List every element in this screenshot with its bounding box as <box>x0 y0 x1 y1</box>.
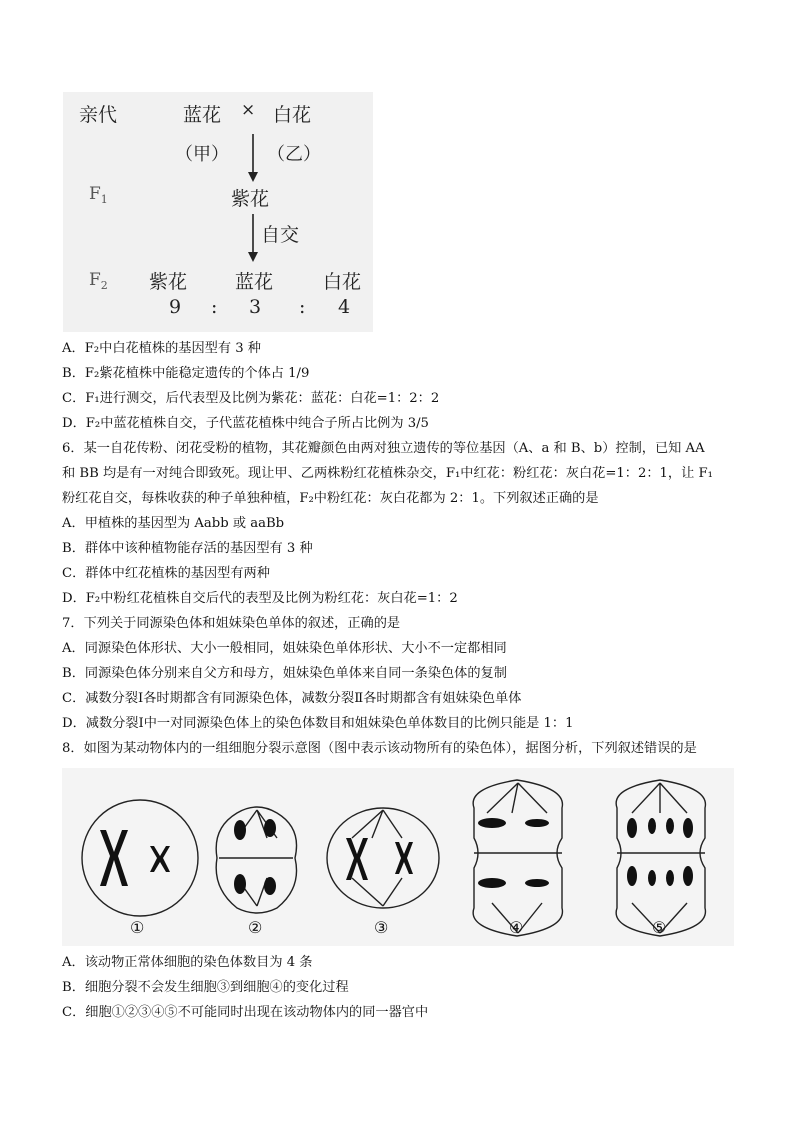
ratio-9: 9 <box>169 296 182 318</box>
option-7d: D．减数分裂Ⅰ中一对同源染色体上的染色体数目和姐妹染色单体数目的比例只能是 1：1 <box>62 716 574 731</box>
cross-diagram <box>63 92 373 332</box>
option-6c: C．群体中红花植株的基因型有两种 <box>62 566 270 581</box>
f2-purple: 紫花 <box>149 271 188 293</box>
cell-label-2: ② <box>248 918 263 937</box>
cell-1-icon <box>82 800 198 916</box>
cell-2-icon <box>216 807 296 913</box>
jia-label: （甲） <box>175 144 229 165</box>
option-8b: B．细胞分裂不会发生细胞③到细胞④的变化过程 <box>62 980 349 995</box>
cell-label-1: ① <box>130 918 145 937</box>
ratio-4: 4 <box>338 296 351 318</box>
parent-white: 白花 <box>273 104 312 126</box>
cell-division-drawing <box>62 768 734 946</box>
question-6-line1: 6．某一自花传粉、闭花受粉的植物，其花瓣颜色由两对独立遗传的等位基因（A、a 和 B、b）控制，已知 AA <box>62 441 705 456</box>
question-7: 7．下列关于同源染色体和姐妹染色单体的叙述，正确的是 <box>62 616 401 631</box>
option-7c: C．减数分裂Ⅰ各时期都含有同源染色体，减数分裂Ⅱ各时期都含有姐妹染色单体 <box>62 691 522 706</box>
cross-sign: × <box>241 100 256 120</box>
cell-5-icon <box>616 780 705 936</box>
parent-label: 亲代 <box>79 104 118 126</box>
cell-4-icon <box>473 780 562 936</box>
f2-label: $F_2$ <box>89 270 108 292</box>
question-6-line3: 粉红花自交，每株收获的种子单独种植，F₂中粉红花：灰白花都为 2：1。下列叙述正确的是 <box>62 491 599 506</box>
option-6a: A．甲植株的基因型为 Aabb 或 aaBb <box>62 516 285 531</box>
option-5a: A．F₂中白花植株的基因型有 3 种 <box>62 341 261 356</box>
f1-label: $F_1$ <box>89 184 108 206</box>
option-5d: D．F₂中蓝花植株自交，子代蓝花植株中纯合子所占比例为 3/5 <box>62 416 429 431</box>
option-5c: C．F₁进行测交，后代表型及比例为紫花：蓝花：白花=1：2：2 <box>62 391 440 406</box>
cell-label-3: ③ <box>374 918 389 937</box>
option-6d: D．F₂中粉红花植株自交后代的表型及比例为粉红花：灰白花=1：2 <box>62 591 458 606</box>
option-8a: A．该动物正常体细胞的染色体数目为 4 条 <box>62 955 313 970</box>
question-8: 8．如图为某动物体内的一组细胞分裂示意图（图中表示该动物所有的染色体），据图分析，下列叙述错误的是 <box>62 741 697 756</box>
arrows-icon <box>63 92 373 332</box>
cell-label-5: ⑤ <box>652 918 667 937</box>
cell-division-figure <box>62 768 734 946</box>
f1-phenotype: 紫花 <box>231 188 270 210</box>
cell-label-4: ④ <box>509 918 524 937</box>
option-6b: B．群体中该种植物能存活的基因型有 3 种 <box>62 541 313 556</box>
yi-label: （乙） <box>267 144 321 165</box>
cell-3-icon <box>327 808 439 908</box>
option-5b: B．F₂紫花植株中能稳定遗传的个体占 1/9 <box>62 366 310 381</box>
ratio-colon-2: : <box>299 296 306 318</box>
option-7b: B．同源染色体分别来自父方和母方，姐妹染色单体来自同一条染色体的复制 <box>62 666 507 681</box>
question-6-line2: 和 BB 均是有一对纯合即致死。现让甲、乙两株粉红花植株杂交，F₁中红花：粉红花：灰白花=1：2：1，让 F₁ <box>62 466 713 481</box>
f2-blue: 蓝花 <box>235 271 274 293</box>
selfing-label: 自交 <box>261 224 300 246</box>
option-8c: C．细胞①②③④⑤不可能同时出现在该动物体内的同一器官中 <box>62 1005 429 1020</box>
ratio-3: 3 <box>249 296 262 318</box>
option-7a: A．同源染色体形状、大小一般相同，姐妹染色单体形状、大小不一定都相同 <box>62 641 507 656</box>
f2-white: 白花 <box>323 271 362 293</box>
ratio-colon-1: : <box>211 296 218 318</box>
parent-blue: 蓝花 <box>183 104 222 126</box>
